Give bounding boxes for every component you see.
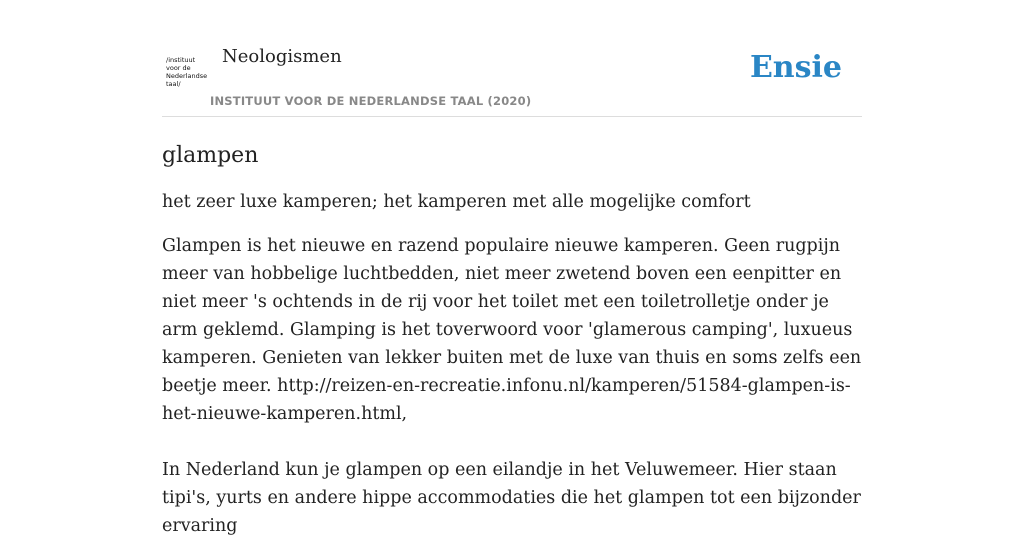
definition-text: het zeer luxe kamperen; het kamperen met alle mogelijke comfort	[162, 192, 751, 212]
source-header	[162, 0, 862, 117]
example-paragraph: In Nederland kun je glampen op een eilandje in het Veluwemeer. Hier staan tipi's, yurts en andere hippe accommodaties die het glampen tot een bijzonder ervaring	[162, 460, 861, 536]
ensie-brand-link[interactable]: Ensie	[749, 50, 842, 85]
example-paragraph: Glampen is het nieuwe en razend populaire nieuwe kamperen. Geen rugpijn meer van hobbelige luchtbedden, niet meer zwetend boven een eenpitter en niet meer 's ochtends in de rij voor het toilet met een toiletrolletje onder je arm geklemd. Glamping is het toverwoord voor 'glamerous camping', luxueus kamperen. Genieten van lekker buiten met de luxe van thuis en soms zelfs een beetje meer. http://reizen-en-recreatie.infonu.nl/kamperen/51584-glampen-is-het-nieuwe-kamperen.html,	[162, 236, 862, 424]
page-title: glampen	[162, 143, 259, 168]
example-text	[162, 232, 862, 540]
ivdnt-logo[interactable]: /instituut voor de Nederlandse taal/	[166, 56, 208, 88]
source-title[interactable]: Neologismen	[222, 46, 342, 67]
paragraph-gap	[162, 428, 862, 456]
content-container	[162, 0, 862, 540]
source-meta: INSTITUUT VOOR DE NEDERLANDSE TAAL (2020)	[210, 94, 532, 108]
